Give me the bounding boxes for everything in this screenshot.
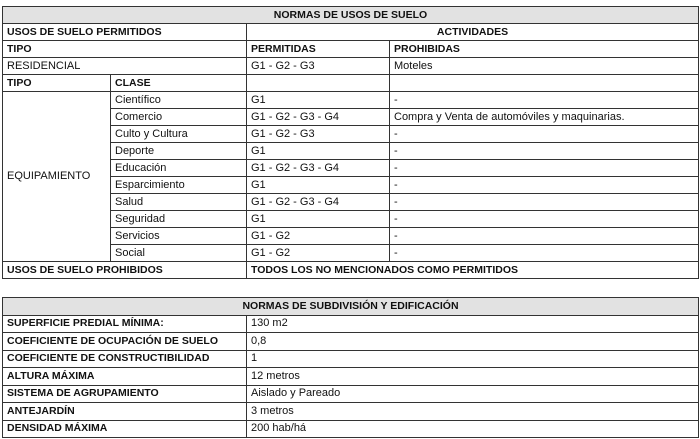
permitidas-cell: G1 - G2 (247, 228, 390, 245)
header-usos-permitidos: USOS DE SUELO PERMITIDOS (3, 24, 247, 41)
residencial-tipo: RESIDENCIAL (3, 58, 247, 75)
table-header-row (3, 75, 699, 92)
header-tipo: TIPO (3, 41, 247, 58)
header-permitidas: PERMITIDAS (247, 41, 390, 58)
permitidas-cell: G1 - G2 (247, 245, 390, 262)
permitidas-cell: G1 (247, 177, 390, 194)
table-header-row (3, 41, 699, 58)
clase-cell: Social (111, 245, 247, 262)
clase-cell: Seguridad (111, 211, 247, 228)
table-row (3, 368, 699, 386)
permitidas-cell: G1 - G2 - G3 (247, 126, 390, 143)
prohibidas-cell: - (390, 143, 699, 160)
subdivision-table (2, 297, 699, 438)
prohibidas-cell: Compra y Venta de automóviles y maquinarias. (390, 109, 699, 126)
prohibidas-cell: - (390, 194, 699, 211)
empty-cell (390, 75, 699, 92)
clase-cell: Científico (111, 92, 247, 109)
table-row (3, 420, 699, 438)
row-value: 12 metros (247, 368, 699, 386)
header-prohibidas: PROHIBIDAS (390, 41, 699, 58)
residencial-prohibidas: Moteles (390, 58, 699, 75)
row-value: 130 m2 (247, 315, 699, 333)
clase-cell: Esparcimiento (111, 177, 247, 194)
permitidas-cell: G1 - G2 - G3 - G4 (247, 109, 390, 126)
row-value: 1 (247, 350, 699, 368)
row-value: Aislado y Pareado (247, 385, 699, 403)
empty-cell (247, 75, 390, 92)
clase-cell: Salud (111, 194, 247, 211)
clase-cell: Servicios (111, 228, 247, 245)
row-label: COEFICIENTE DE OCUPACIÓN DE SUELO (3, 333, 247, 351)
table-row (3, 333, 699, 351)
prohibidas-cell: - (390, 126, 699, 143)
equipamiento-label: EQUIPAMIENTO (3, 92, 111, 262)
residencial-permitidas: G1 - G2 - G3 (247, 58, 390, 75)
permitidas-cell: G1 (247, 92, 390, 109)
row-label: DENSIDAD MÁXIMA (3, 420, 247, 438)
header-actividades: ACTIVIDADES (247, 24, 699, 41)
clase-cell: Comercio (111, 109, 247, 126)
usos-de-suelo-table (2, 6, 699, 279)
subdivision-title: NORMAS DE SUBDIVISIÓN Y EDIFICACIÓN (3, 298, 699, 316)
permitidas-cell: G1 (247, 211, 390, 228)
prohibidas-cell: - (390, 177, 699, 194)
clase-cell: Deporte (111, 143, 247, 160)
prohibidas-cell: - (390, 245, 699, 262)
table-row (3, 58, 699, 75)
row-label: SUPERFICIE PREDIAL MÍNIMA: (3, 315, 247, 333)
prohibidas-cell: - (390, 92, 699, 109)
header-usos-prohibidos: USOS DE SUELO PROHIBIDOS (3, 262, 247, 279)
table-row (3, 385, 699, 403)
table-row (3, 350, 699, 368)
row-value: 3 metros (247, 403, 699, 421)
clase-cell: Educación (111, 160, 247, 177)
row-value: 200 hab/há (247, 420, 699, 438)
row-value: 0,8 (247, 333, 699, 351)
table-row (3, 315, 699, 333)
clase-cell: Culto y Cultura (111, 126, 247, 143)
prohibidas-cell: - (390, 160, 699, 177)
row-label: COEFICIENTE DE CONSTRUCTIBILIDAD (3, 350, 247, 368)
usos-prohibidos-value: TODOS LOS NO MENCIONADOS COMO PERMITIDOS (247, 262, 699, 279)
table-title-row (3, 298, 699, 316)
permitidas-cell: G1 (247, 143, 390, 160)
usos-title: NORMAS DE USOS DE SUELO (3, 7, 699, 24)
prohibidas-cell: - (390, 211, 699, 228)
table-row (3, 92, 699, 109)
row-label: ALTURA MÁXIMA (3, 368, 247, 386)
table-title-row (3, 7, 699, 24)
row-label: SISTEMA DE AGRUPAMIENTO (3, 385, 247, 403)
permitidas-cell: G1 - G2 - G3 - G4 (247, 160, 390, 177)
permitidas-cell: G1 - G2 - G3 - G4 (247, 194, 390, 211)
header-clase: CLASE (111, 75, 247, 92)
prohibidas-cell: - (390, 228, 699, 245)
table-header-row (3, 24, 699, 41)
table-row (3, 403, 699, 421)
header-tipo-2: TIPO (3, 75, 111, 92)
row-label: ANTEJARDÍN (3, 403, 247, 421)
table-row (3, 262, 699, 279)
